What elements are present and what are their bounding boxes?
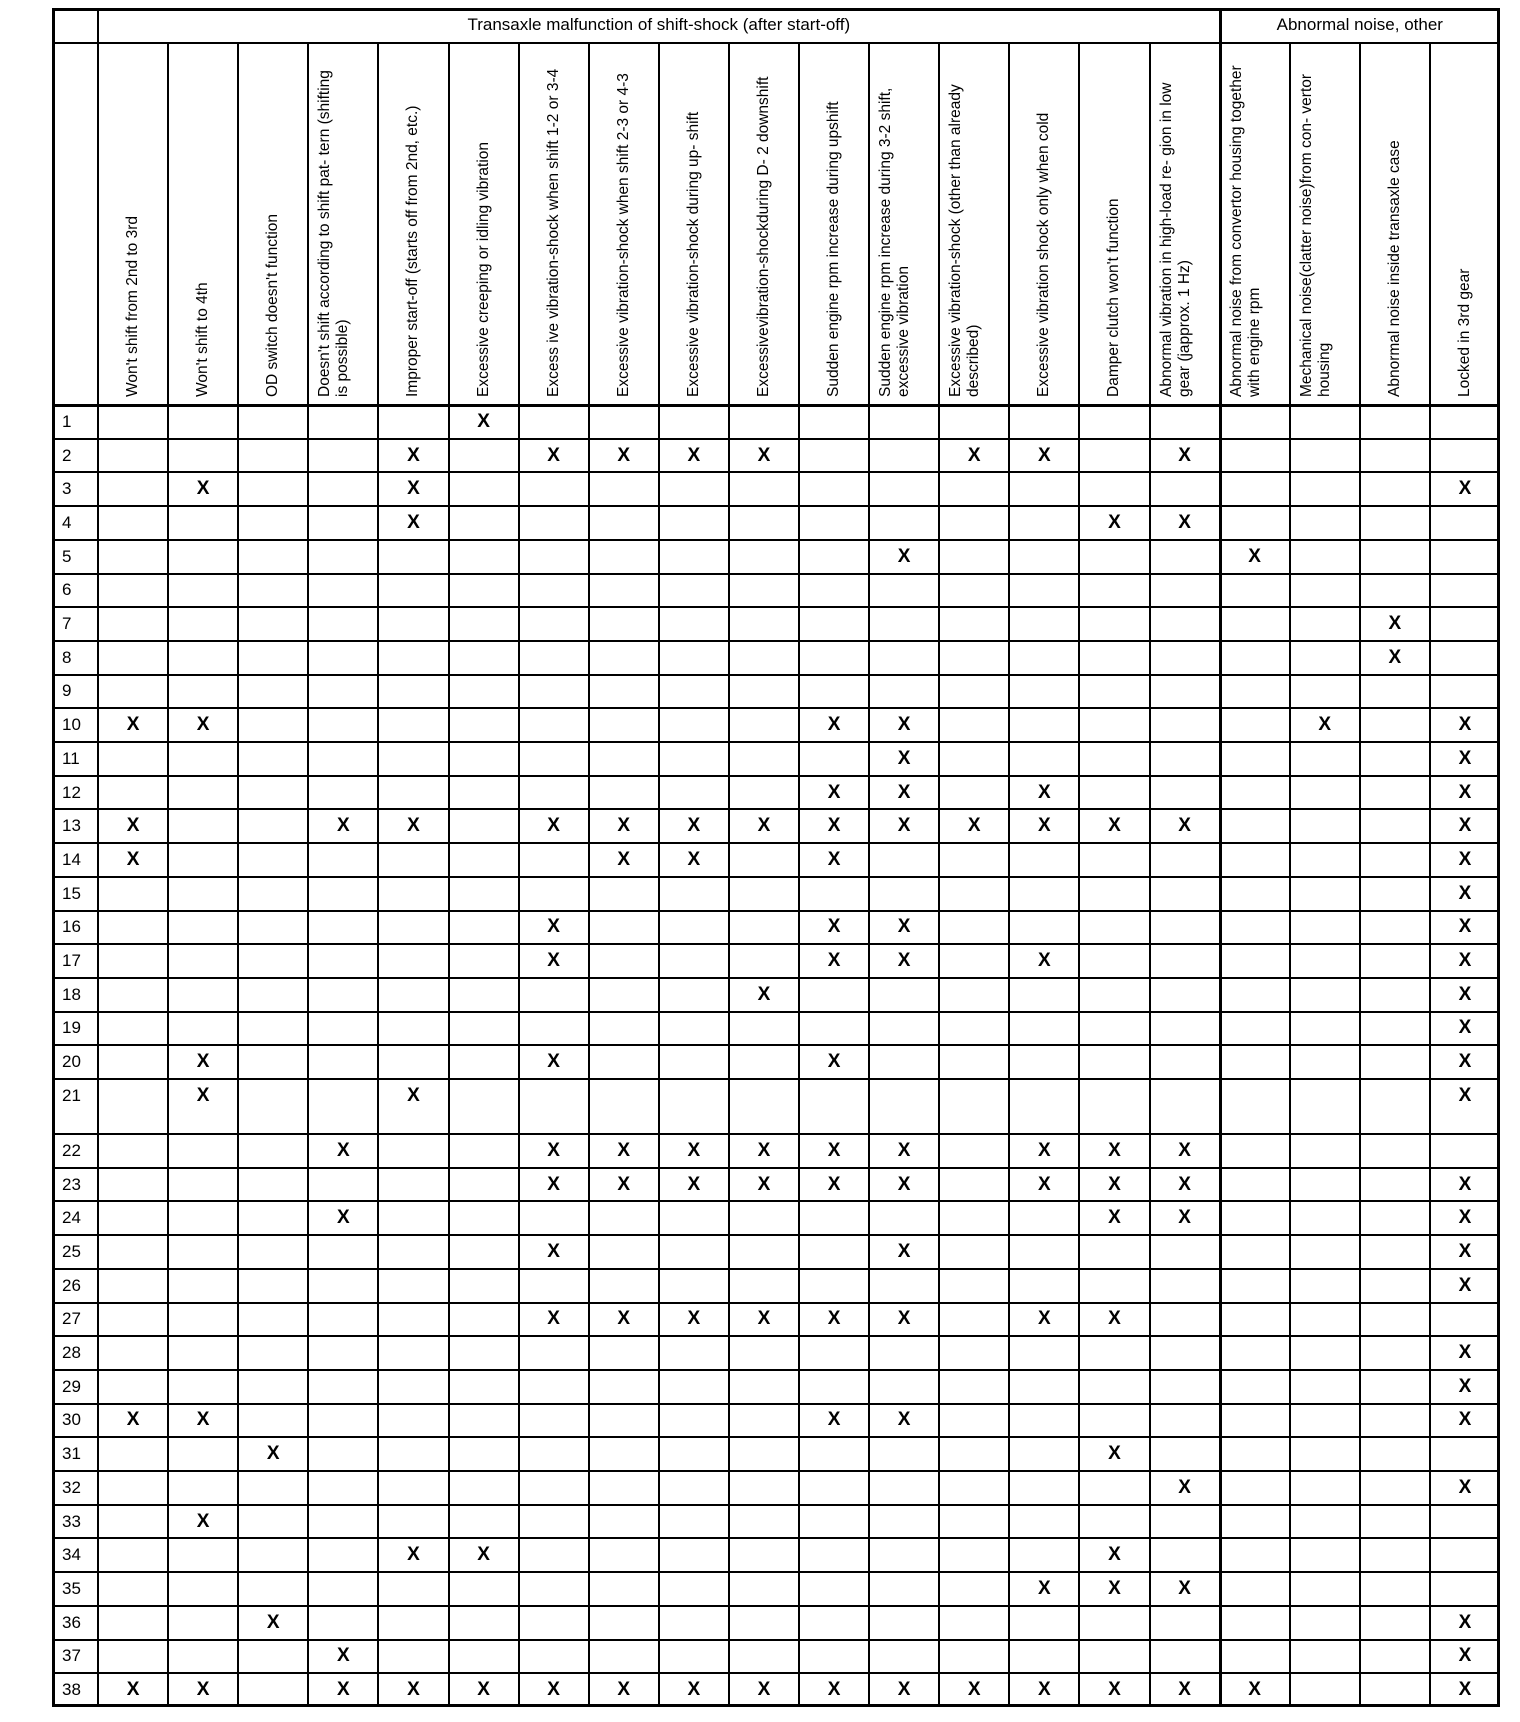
x-mark: X: [196, 714, 210, 736]
column-header: [1150, 42, 1220, 405]
x-mark: X: [897, 916, 911, 938]
row-number: 30: [62, 1410, 81, 1430]
column-header: [519, 42, 589, 405]
row-rule: [52, 471, 1500, 473]
x-mark: X: [1458, 747, 1472, 769]
row-rule: [52, 640, 1500, 642]
x-mark: X: [967, 444, 981, 466]
x-mark: X: [687, 1139, 701, 1161]
row-number: 9: [62, 681, 72, 701]
x-mark: X: [1458, 882, 1472, 904]
x-mark: X: [477, 1544, 490, 1566]
row-number: 10: [62, 715, 81, 735]
x-mark: X: [1038, 781, 1051, 803]
column-divider: [377, 42, 379, 1707]
x-mark: X: [757, 983, 771, 1005]
x-mark: X: [126, 1679, 140, 1701]
x-mark: X: [687, 1308, 701, 1330]
x-mark: X: [1458, 1679, 1472, 1701]
column-header: [308, 42, 378, 405]
x-mark: X: [547, 1240, 560, 1262]
column-header-label: Won't shift to 4th: [194, 282, 212, 397]
row-number: 33: [62, 1511, 81, 1531]
x-mark: X: [477, 1679, 490, 1701]
x-mark: X: [407, 1084, 420, 1106]
x-mark: X: [687, 444, 701, 466]
x-mark: X: [1108, 511, 1121, 533]
row-number: 7: [62, 614, 72, 634]
row-rule: [52, 910, 1500, 912]
x-mark: X: [687, 1173, 701, 1195]
column-header-label: Excessive creeping or idling vibration: [474, 141, 492, 397]
x-mark: X: [337, 1207, 350, 1229]
x-mark: X: [897, 1409, 911, 1431]
x-mark: X: [1458, 1476, 1472, 1498]
x-mark: X: [1038, 815, 1051, 837]
row-rule: [52, 1200, 1500, 1202]
row-number: 16: [62, 917, 81, 937]
row-number: 4: [62, 512, 72, 532]
x-mark: X: [1458, 1611, 1472, 1633]
x-mark: X: [827, 1679, 841, 1701]
column-header: [1430, 42, 1500, 405]
x-mark: X: [547, 1308, 560, 1330]
column-header-label: Locked in 3rd gear: [1455, 268, 1473, 397]
x-mark: X: [477, 410, 490, 432]
x-mark: X: [617, 1308, 631, 1330]
x-mark: X: [1388, 646, 1402, 668]
row-number: 31: [62, 1444, 81, 1464]
row-number: 36: [62, 1612, 81, 1632]
x-mark: X: [407, 444, 420, 466]
row-number: 5: [62, 546, 72, 566]
x-mark: X: [1038, 1139, 1051, 1161]
row-number: 28: [62, 1343, 81, 1363]
x-mark: X: [687, 815, 701, 837]
x-mark: X: [1458, 1240, 1472, 1262]
row-rule: [52, 1504, 1500, 1506]
x-mark: X: [1108, 1577, 1121, 1599]
x-mark: X: [1458, 1342, 1472, 1364]
row-number: 14: [62, 849, 81, 869]
x-mark: X: [196, 1084, 210, 1106]
x-mark: X: [617, 1679, 631, 1701]
x-mark: X: [547, 444, 560, 466]
row-number: 17: [62, 951, 81, 971]
x-mark: X: [827, 1051, 841, 1073]
row-number: 11: [62, 748, 80, 768]
column-header-label: Excessive vibration-shock during up- shift: [684, 111, 702, 397]
column-header-label: Improper start-off (starts off from 2nd, etc.): [404, 105, 422, 397]
column-header: [1290, 42, 1360, 405]
row-number: 6: [62, 580, 72, 600]
column-header-label: Abnormal noise inside transaxle case: [1385, 140, 1403, 397]
row-rule: [52, 505, 1500, 507]
column-divider: [518, 42, 520, 1707]
x-mark: X: [827, 781, 841, 803]
x-mark: X: [266, 1443, 280, 1465]
x-mark: X: [337, 1679, 350, 1701]
x-mark: X: [407, 478, 420, 500]
x-mark: X: [337, 1139, 350, 1161]
column-header-label: Mechanical noise(clatter noise)from con- vertor housing: [1297, 73, 1333, 397]
x-mark: X: [757, 1173, 771, 1195]
column-header: [799, 42, 869, 405]
x-mark: X: [687, 848, 701, 870]
row-number: 8: [62, 647, 72, 667]
x-mark: X: [1178, 1173, 1191, 1195]
row-number: 1: [62, 411, 72, 431]
column-header: [98, 42, 168, 405]
x-mark: X: [1038, 950, 1051, 972]
row-number: 35: [62, 1578, 81, 1598]
x-mark: X: [827, 848, 841, 870]
column-header-label: Sudden engine rpm increase during upshift: [825, 101, 843, 397]
x-mark: X: [897, 747, 911, 769]
column-header-label: Abnormal vibration in high-load re- gion in low gear (japprox. 1 Hz): [1157, 82, 1193, 397]
x-mark: X: [757, 1139, 771, 1161]
row-number: 3: [62, 479, 72, 499]
x-mark: X: [1458, 1084, 1472, 1106]
x-mark: X: [547, 1173, 560, 1195]
x-mark: X: [1458, 714, 1472, 736]
x-mark: X: [547, 950, 560, 972]
row-rule: [52, 1011, 1500, 1013]
row-number: 22: [62, 1140, 81, 1160]
x-mark: X: [196, 1510, 210, 1532]
x-mark: X: [827, 1308, 841, 1330]
row-rule: [52, 1403, 1500, 1405]
x-mark: X: [827, 1173, 841, 1195]
x-mark: X: [1038, 1577, 1051, 1599]
row-number: 25: [62, 1241, 81, 1261]
x-mark: X: [547, 1139, 560, 1161]
row-number: 15: [62, 883, 81, 903]
x-mark: X: [547, 815, 560, 837]
column-header-label: Abnormal noise from convertor housing together with engine rpm: [1227, 65, 1263, 397]
column-header: [1360, 42, 1430, 405]
x-mark: X: [827, 1409, 841, 1431]
x-mark: X: [266, 1611, 280, 1633]
row-rule: [52, 1470, 1500, 1472]
x-mark: X: [337, 815, 350, 837]
row-number: 18: [62, 984, 81, 1004]
row-rule: [52, 876, 1500, 878]
x-mark: X: [126, 815, 140, 837]
column-header-label: Excessive vibration shock only when cold: [1035, 112, 1053, 397]
x-mark: X: [1178, 444, 1191, 466]
x-mark: X: [547, 1679, 560, 1701]
row-number: 38: [62, 1680, 81, 1700]
x-mark: X: [1458, 781, 1472, 803]
column-divider: [1359, 42, 1361, 1707]
row-rule: [52, 1369, 1500, 1371]
x-mark: X: [897, 1240, 911, 1262]
group-header: Transaxle malfunction of shift-shock (after start-off): [467, 15, 851, 34]
row-number: 12: [62, 782, 81, 802]
x-mark: X: [1108, 1173, 1121, 1195]
header-rule: [52, 404, 1500, 407]
x-mark: X: [1178, 815, 1191, 837]
column-divider: [1289, 42, 1291, 1707]
x-mark: X: [897, 714, 911, 736]
x-mark: X: [407, 1544, 420, 1566]
x-mark: X: [407, 1679, 420, 1701]
x-mark: X: [617, 815, 631, 837]
x-mark: X: [1458, 1409, 1472, 1431]
x-mark: X: [547, 1051, 560, 1073]
x-mark: X: [196, 478, 210, 500]
x-mark: X: [897, 950, 911, 972]
x-mark: X: [1458, 950, 1472, 972]
x-mark: X: [1038, 1173, 1051, 1195]
x-mark: X: [196, 1679, 210, 1701]
row-rule: [52, 573, 1500, 575]
row-number: 27: [62, 1309, 81, 1329]
x-mark: X: [196, 1051, 210, 1073]
x-mark: X: [1458, 1017, 1472, 1039]
row-number: 13: [62, 816, 81, 836]
x-mark: X: [897, 1139, 911, 1161]
x-mark: X: [617, 444, 631, 466]
column-header-label: Excessivevibration-shockduring D- 2 downshift: [754, 76, 772, 397]
x-mark: X: [1038, 444, 1051, 466]
column-header-label: Won't shift from 2nd to 3rd: [124, 215, 142, 397]
column-header: [869, 42, 939, 405]
row-number: 29: [62, 1376, 81, 1396]
x-mark: X: [757, 1679, 771, 1701]
column-header: [449, 42, 519, 405]
x-mark: X: [1458, 1274, 1472, 1296]
column-divider: [938, 42, 940, 1707]
row-rule: [52, 1639, 1500, 1641]
x-mark: X: [126, 848, 140, 870]
x-mark: X: [407, 815, 420, 837]
x-mark: X: [757, 444, 771, 466]
x-mark: X: [827, 714, 841, 736]
row-rule: [52, 1335, 1500, 1337]
x-mark: X: [196, 1409, 210, 1431]
x-mark: X: [1108, 1679, 1121, 1701]
x-mark: X: [1458, 983, 1472, 1005]
x-mark: X: [1108, 1207, 1121, 1229]
column-header-label: Excess ive vibration-shock when shift 1-2 or 3-4: [544, 68, 562, 397]
column-divider: [1219, 42, 1221, 1707]
row-rule: [52, 842, 1500, 844]
x-mark: X: [1458, 1375, 1472, 1397]
x-mark: X: [757, 815, 771, 837]
x-mark: X: [1108, 1139, 1121, 1161]
x-mark: X: [1458, 478, 1472, 500]
x-mark: X: [126, 714, 140, 736]
x-mark: X: [897, 545, 911, 567]
x-mark: X: [967, 815, 981, 837]
row-number: 2: [62, 445, 72, 465]
corner-rule: [52, 42, 98, 44]
x-mark: X: [1248, 545, 1261, 567]
row-number: 21: [62, 1085, 81, 1105]
x-mark: X: [1458, 1051, 1472, 1073]
column-header: [1009, 42, 1079, 405]
column-header: [238, 42, 308, 405]
x-mark: X: [1458, 815, 1472, 837]
column-header-label: Sudden engine rpm increase during 3-2 shift, excessive vibration: [877, 87, 913, 397]
x-mark: X: [1178, 1139, 1191, 1161]
row-rule: [52, 606, 1500, 608]
x-mark: X: [1038, 1679, 1051, 1701]
x-mark: X: [617, 1139, 631, 1161]
x-mark: X: [827, 950, 841, 972]
x-mark: X: [897, 1679, 911, 1701]
column-header-label: Excessive vibration-shock (other than already described): [947, 84, 983, 397]
x-mark: X: [827, 916, 841, 938]
x-mark: X: [827, 815, 841, 837]
row-number: 32: [62, 1477, 81, 1497]
x-mark: X: [827, 1139, 841, 1161]
x-mark: X: [1458, 1173, 1472, 1195]
x-mark: X: [1108, 1443, 1121, 1465]
row-rule: [52, 1078, 1500, 1080]
x-mark: X: [1458, 916, 1472, 938]
group-header: Abnormal noise, other: [1276, 15, 1443, 34]
x-mark: X: [617, 1173, 631, 1195]
row-rule: [52, 674, 1500, 676]
row-rule: [52, 943, 1500, 945]
x-mark: X: [1178, 1476, 1191, 1498]
x-mark: X: [1178, 511, 1191, 533]
row-number: 20: [62, 1052, 81, 1072]
x-mark: X: [1388, 613, 1402, 635]
x-mark: X: [1248, 1679, 1261, 1701]
x-mark: X: [1108, 815, 1121, 837]
x-mark: X: [337, 1645, 350, 1667]
column-header: [659, 42, 729, 405]
x-mark: X: [897, 1173, 911, 1195]
column-header: [729, 42, 799, 405]
row-number: 24: [62, 1208, 81, 1228]
x-mark: X: [1108, 1544, 1121, 1566]
row-number: 37: [62, 1646, 81, 1666]
x-mark: X: [1038, 1308, 1051, 1330]
x-mark: X: [1178, 1207, 1191, 1229]
x-mark: X: [967, 1679, 981, 1701]
column-header: [168, 42, 238, 405]
x-mark: X: [126, 1409, 140, 1431]
column-header-label: Damper clutch won't function: [1105, 198, 1123, 397]
row-number: 23: [62, 1174, 81, 1194]
x-mark: X: [757, 1308, 771, 1330]
x-mark: X: [1108, 1308, 1121, 1330]
x-mark: X: [407, 511, 420, 533]
x-mark: X: [687, 1679, 701, 1701]
x-mark: X: [1318, 714, 1332, 736]
column-header: [1220, 42, 1290, 405]
row-rule: [52, 741, 1500, 743]
row-rule: [52, 775, 1500, 777]
x-mark: X: [1458, 1207, 1472, 1229]
row-rule: [52, 1537, 1500, 1539]
row-number: 34: [62, 1545, 81, 1565]
x-mark: X: [897, 1308, 911, 1330]
column-header: [939, 42, 1009, 405]
x-mark: X: [897, 781, 911, 803]
column-header-label: OD switch doesn't function: [264, 213, 282, 397]
x-mark: X: [1178, 1679, 1191, 1701]
x-mark: X: [1178, 1577, 1191, 1599]
row-number: 19: [62, 1018, 81, 1038]
x-mark: X: [617, 848, 631, 870]
x-mark: X: [547, 916, 560, 938]
column-header: [378, 42, 448, 405]
row-rule: [52, 707, 1500, 709]
x-mark: X: [1458, 848, 1472, 870]
column-header: [1079, 42, 1149, 405]
column-header-label: Excessive vibration-shock when shift 2-3 or 4-3: [614, 73, 632, 397]
column-divider: [1008, 42, 1010, 1707]
x-mark: X: [897, 815, 911, 837]
row-rule: [52, 1571, 1500, 1573]
row-rule: [52, 1234, 1500, 1236]
column-header-label: Doesn't shift according to shift pat- tern (shifting is possible): [316, 70, 352, 397]
column-header: [589, 42, 659, 405]
row-rule: [52, 1268, 1500, 1270]
x-mark: X: [1458, 1645, 1472, 1667]
row-number: 26: [62, 1275, 81, 1295]
row-rule: [52, 1044, 1500, 1046]
column-divider: [448, 42, 450, 1707]
